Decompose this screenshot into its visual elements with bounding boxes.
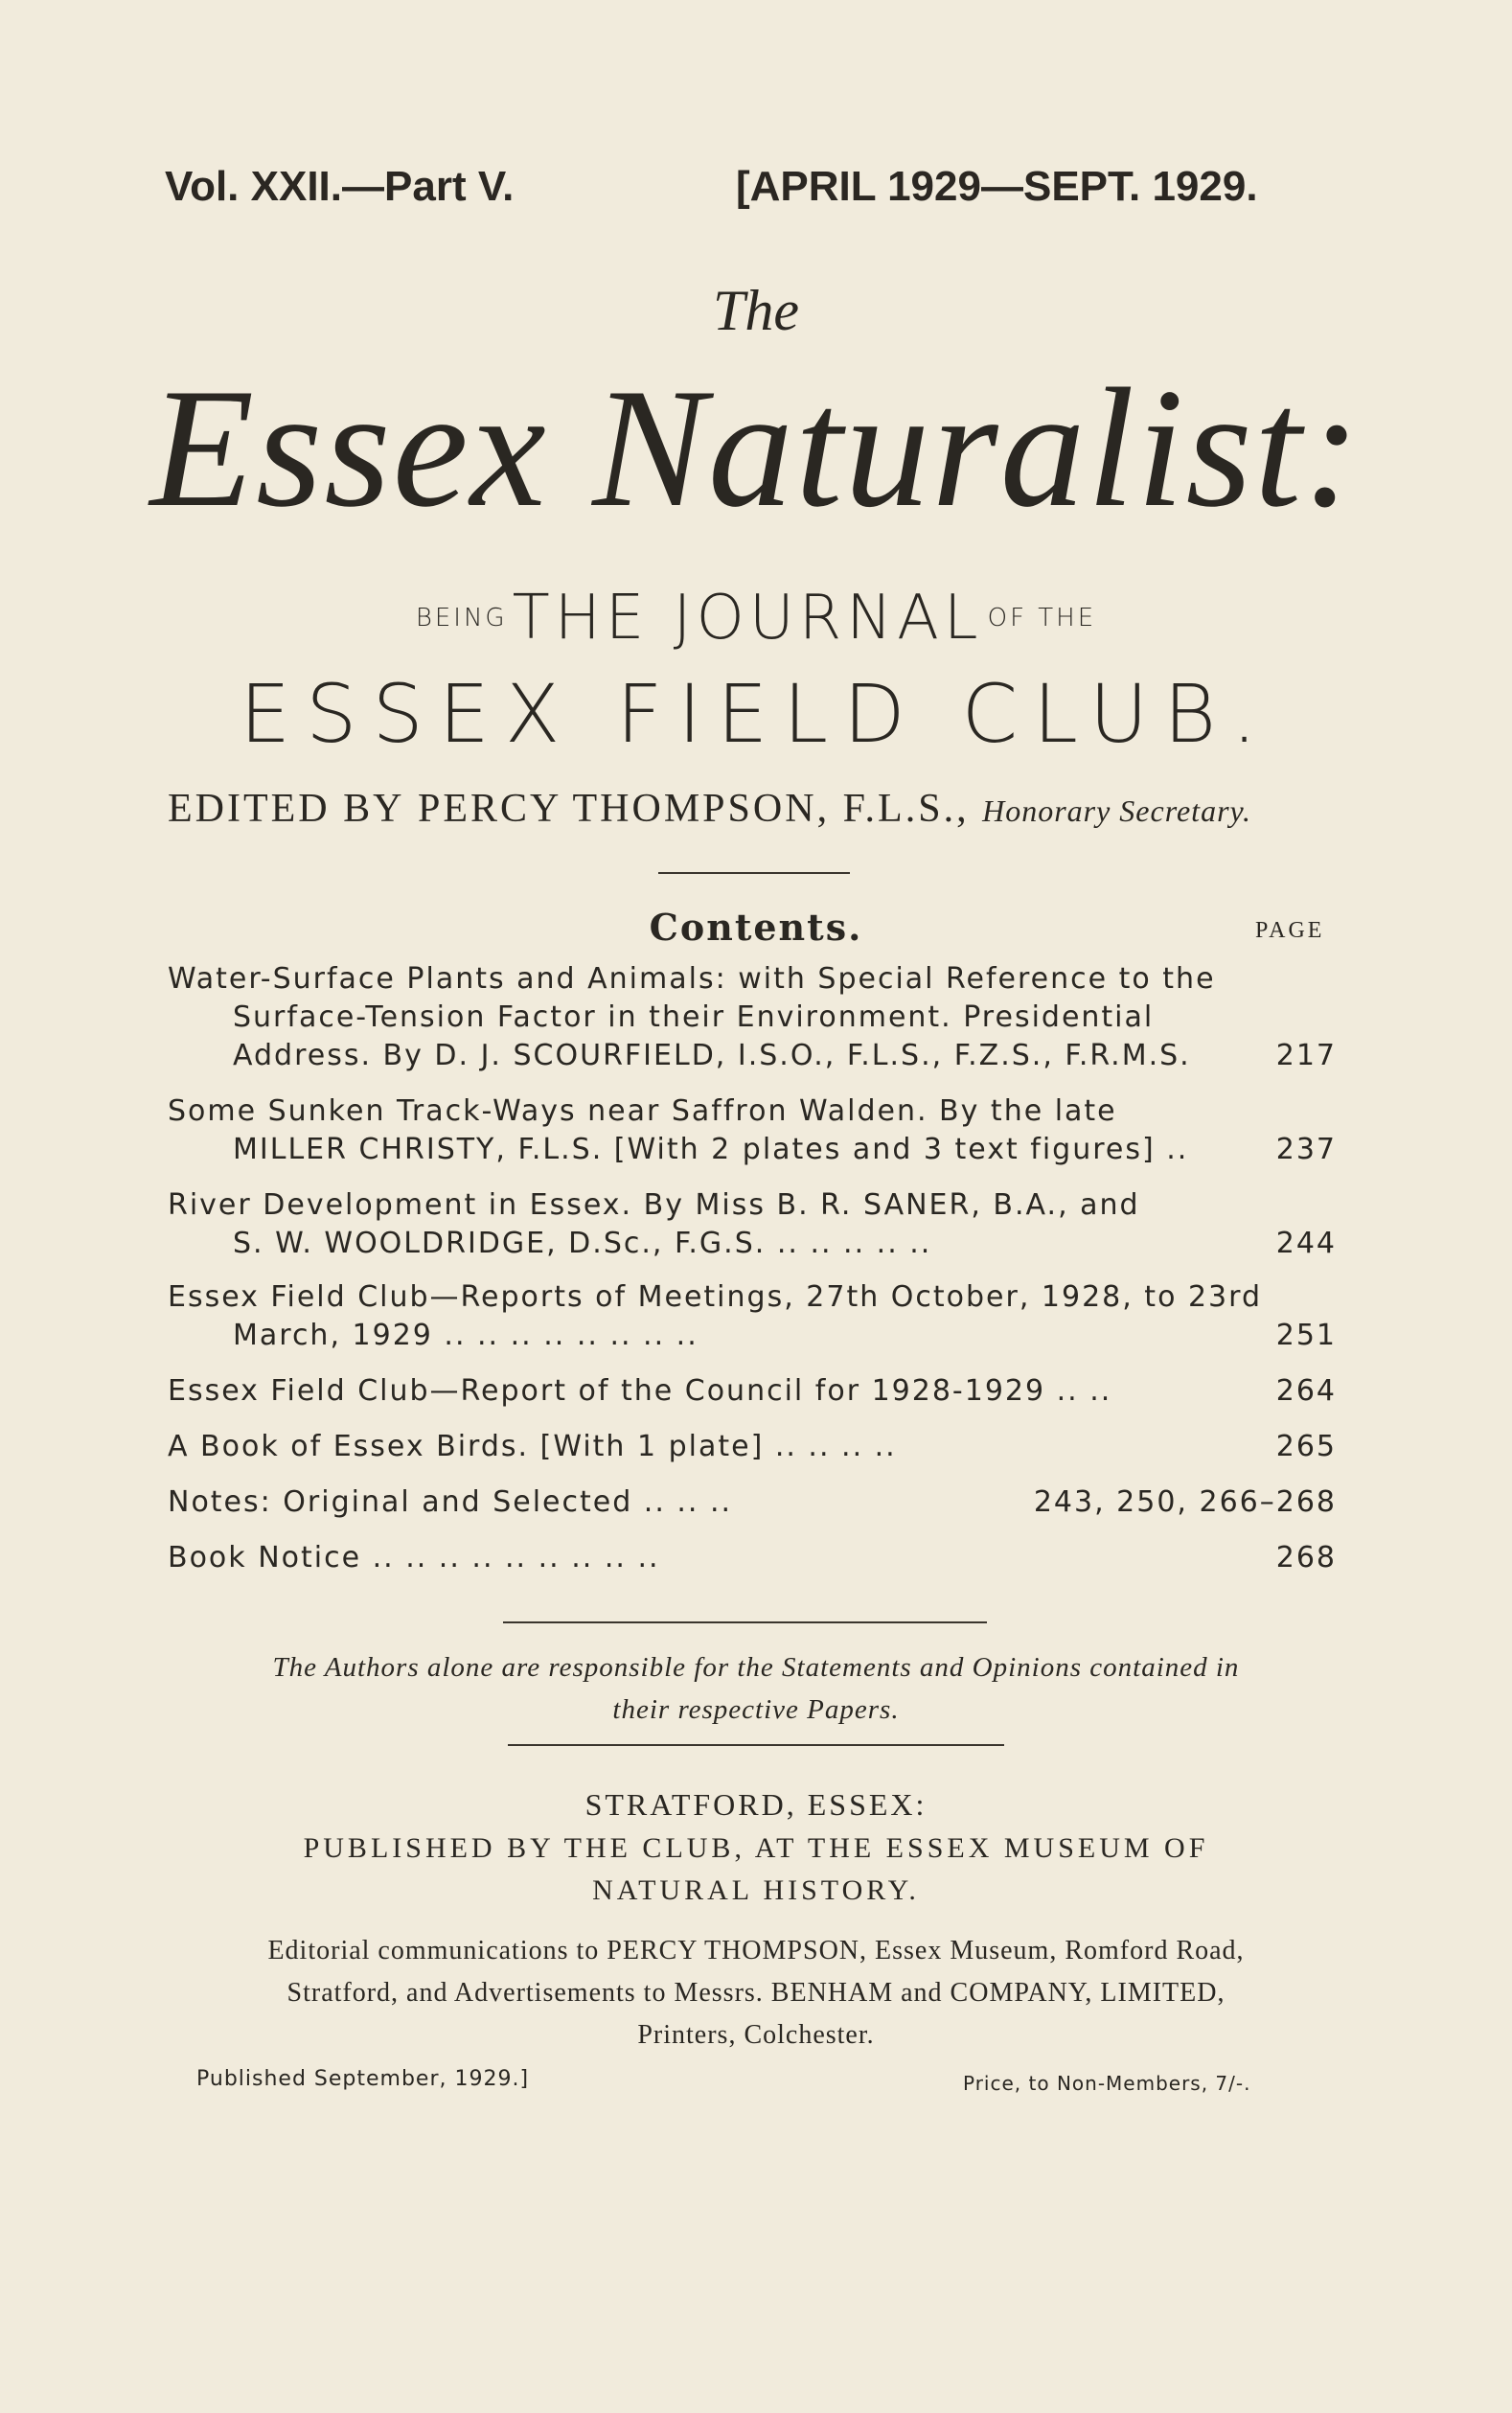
toc-page-number: 217 bbox=[1275, 1039, 1337, 1072]
editorial-line: Editorial communications to PERCY THOMPSON, Essex Museum, Romford Road, bbox=[267, 1936, 1245, 1965]
toc-entry-line: S. W. WOOLDRIDGE, D.Sc., F.G.S. .. .. .. .. .. 244 bbox=[233, 1225, 1337, 1263]
club-name: ESSEX FIELD CLUB. bbox=[240, 667, 1272, 761]
toc-page-number: 268 bbox=[1275, 1541, 1337, 1574]
contents-heading: Contents. bbox=[649, 906, 863, 949]
toc-entry-line: March, 1929 .. .. .. .. .. .. .. .. 251 bbox=[233, 1317, 1337, 1355]
toc-entry-line: Essex Field Club—Report of the Council for 1928-1929 .. .. 264 bbox=[168, 1372, 1337, 1411]
being-word: BEING bbox=[415, 604, 508, 632]
editorial-line: Printers, Colchester. bbox=[637, 2020, 875, 2050]
note-line: The Authors alone are responsible for the Statements and Opinions contained in bbox=[272, 1652, 1240, 1683]
date-range: [APRIL 1929—SEPT. 1929. bbox=[736, 163, 1258, 210]
toc-page-number: 251 bbox=[1275, 1319, 1337, 1352]
note-line: their respective Papers. bbox=[612, 1694, 900, 1725]
price: Price, to Non-Members, 7/-. bbox=[963, 2072, 1251, 2095]
toc-entry-line: Address. By D. J. SCOURFIELD, I.S.O., F.L.S., F.Z.S., F.R.M.S. 217 bbox=[233, 1037, 1337, 1075]
divider-rule bbox=[508, 1744, 1004, 1746]
toc-entry-line: Surface-Tension Factor in their Environment. Presidential bbox=[233, 1000, 1155, 1034]
published-date: Published September, 1929.] bbox=[196, 2067, 530, 2091]
toc-page-number: 243, 250, 266–268 bbox=[1033, 1485, 1337, 1519]
publisher-line: NATURAL HISTORY. bbox=[592, 1874, 920, 1906]
toc-entry-line: MILLER CHRISTY, F.L.S. [With 2 plates and 3 text figures] .. 237 bbox=[233, 1131, 1337, 1169]
editor-line bbox=[168, 786, 1346, 832]
editorial-communications bbox=[0, 1930, 1512, 2057]
publisher-line: PUBLISHED BY THE CLUB, AT THE ESSEX MUSEUM OF bbox=[303, 1832, 1209, 1864]
edited-by: EDITED BY bbox=[168, 787, 405, 831]
volume-part: Vol. XXII.—Part V. bbox=[165, 163, 515, 210]
toc-entry-line: Water-Surface Plants and Animals: with Special Reference to the bbox=[168, 962, 1216, 996]
editor-name: PERCY THOMPSON, F.L.S., bbox=[417, 787, 970, 831]
toc-page-number: 244 bbox=[1275, 1227, 1337, 1260]
editorial-line: Stratford, and Advertisements to Messrs. BENHAM and COMPANY, LIMITED, bbox=[286, 1978, 1226, 2008]
editor-role: Honorary Secretary. bbox=[982, 793, 1251, 828]
toc-entry-line: A Book of Essex Birds. [With 1 plate] .. .. .. .. 265 bbox=[168, 1428, 1337, 1466]
publication-place: STRATFORD, ESSEX: bbox=[584, 1787, 928, 1822]
toc-page-number: 264 bbox=[1275, 1374, 1337, 1408]
divider-rule bbox=[658, 872, 850, 874]
toc-entry-line: Essex Field Club—Reports of Meetings, 27th October, 1928, to 23rd bbox=[168, 1280, 1262, 1314]
toc-entry-line: Some Sunken Track-Ways near Saffron Walden. By the late bbox=[168, 1094, 1117, 1128]
toc-entry-line: Notes: Original and Selected .. .. .. 243, 250, 266–268 bbox=[168, 1483, 1337, 1522]
toc-page-number: 265 bbox=[1275, 1430, 1337, 1463]
toc-page-number: 237 bbox=[1275, 1133, 1337, 1166]
page-column-label: PAGE bbox=[1255, 918, 1325, 943]
journal-line bbox=[0, 583, 1512, 654]
the-journal: THE JOURNAL bbox=[512, 583, 983, 654]
divider-rule bbox=[503, 1621, 987, 1623]
responsibility-note bbox=[0, 1646, 1512, 1731]
masthead-the: The bbox=[713, 279, 799, 342]
of-the: OF THE bbox=[987, 604, 1097, 632]
masthead-title: Essex Naturalist: bbox=[149, 353, 1363, 542]
toc-entry-line: Book Notice .. .. .. .. .. .. .. .. .. 268 bbox=[168, 1539, 1337, 1577]
toc-entry-line: River Development in Essex. By Miss B. R. SANER, B.A., and bbox=[168, 1188, 1140, 1222]
